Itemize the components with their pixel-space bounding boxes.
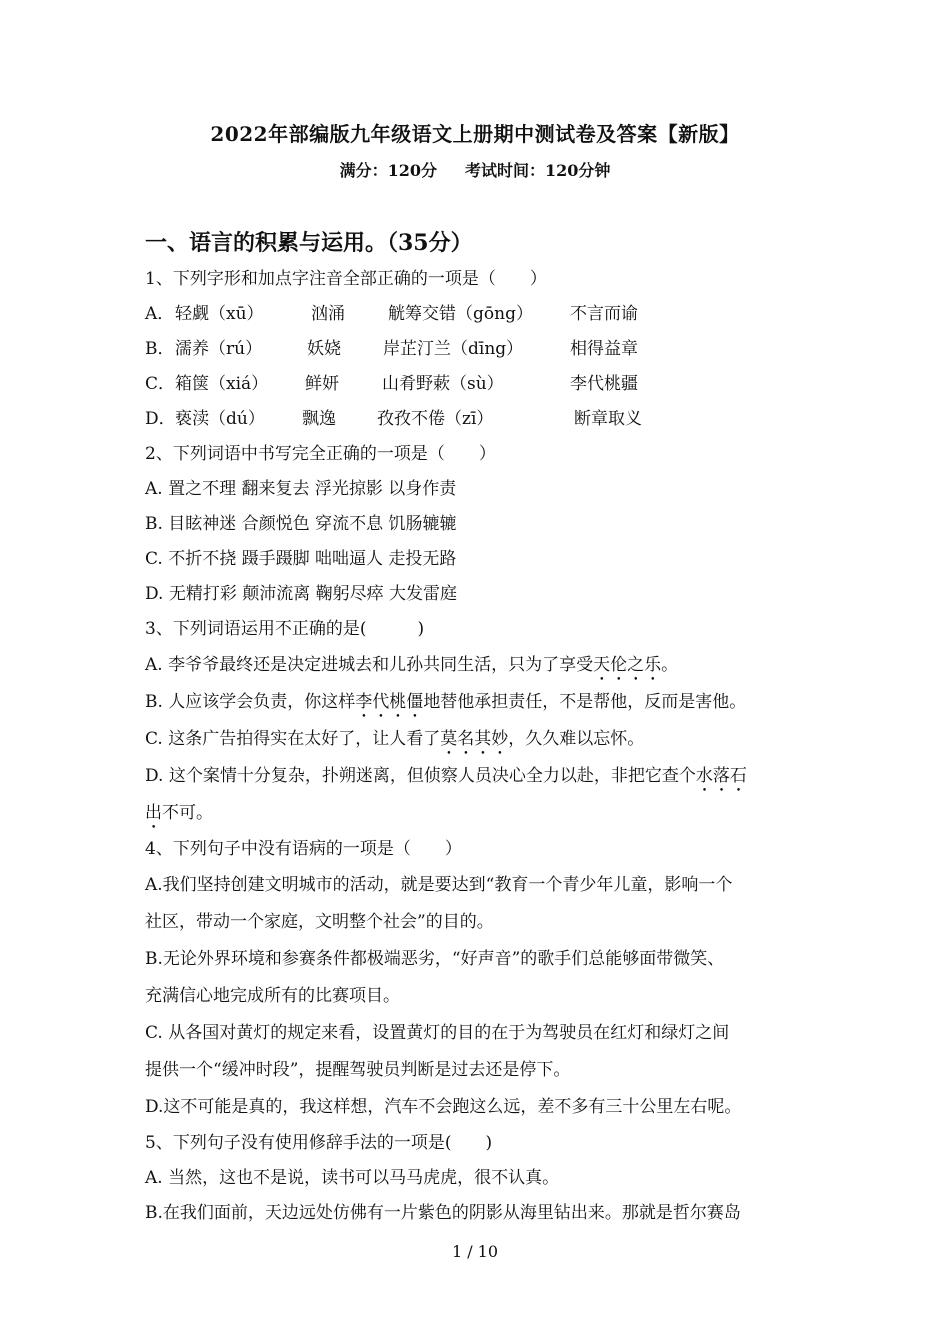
q1-option-d <box>145 402 815 437</box>
question-2-stem: 2、下列词语中书写完全正确的一项是（ ） <box>145 444 496 464</box>
option-word: 李代桃疆 <box>570 374 638 394</box>
q1-option-c <box>145 367 815 402</box>
option-word: 山肴野蔌（sù） <box>382 374 504 394</box>
q4-option-b-line1: B.无论外界环境和参赛条件都极端恶劣，“好声音”的歌手们总能够面带微笑、 <box>145 949 725 969</box>
section-heading: 一、语言的积累与运用。（35分） <box>145 230 473 256</box>
option-word: 轻觑（xū） <box>175 304 264 324</box>
option-text: B. 人应该学会负责，你这样 <box>145 692 356 712</box>
dotted-phrase: 水落石 <box>695 766 747 786</box>
q3-option-d-line2 <box>145 795 815 832</box>
exam-info <box>0 158 950 181</box>
option-word: 濡养（rú） <box>175 339 263 359</box>
option-word: 相得益章 <box>570 339 638 359</box>
option-word: 妖娆 <box>307 339 341 359</box>
dotted-phrase: 天伦之乐 <box>593 655 662 675</box>
q2-option-a: A. 置之不理 翻来复去 浮光掠影 以身作责 <box>145 479 457 499</box>
option-letter: D． <box>145 409 176 429</box>
q4-option-a-line2: 社区，带动一个家庭，文明整个社会”的目的。 <box>145 912 494 932</box>
q4-option-b-line2: 充满信心地完成所有的比赛项目。 <box>145 986 400 1006</box>
q2-option-c: C. 不折不挠 蹑手蹑脚 咄咄逼人 走投无路 <box>145 549 457 569</box>
dotted-phrase: 出 <box>145 803 162 823</box>
option-word: 汹涌 <box>311 304 345 324</box>
q4-option-a-line1: A.我们坚持创建文明城市的活动，就是要达到“教育一个青少年儿童，影响一个 <box>145 875 733 895</box>
q5-option-a: A. 当然，这也不是说，读书可以马马虎虎，很不认真。 <box>145 1168 560 1188</box>
option-letter: A． <box>145 304 175 324</box>
question-1-stem: 1、下列字形和加点字注音全部正确的一项是（ ） <box>145 269 547 289</box>
question-4-stem: 4、下列句子中没有语病的一项是（ ） <box>145 839 462 859</box>
question-5-stem: 5、下列句子没有使用修辞手法的一项是( ) <box>145 1133 493 1153</box>
option-text: 地替他承担责任，不是帮他，反而是害他。 <box>423 692 747 712</box>
q5-option-b-line1: B.在我们面前，天边远处仿佛有一片紫色的阴影从海里钻出来。那就是哲尔赛岛 <box>145 1203 741 1223</box>
option-letter: B． <box>145 339 175 359</box>
option-text: ，久久难以忘怀。 <box>508 729 645 749</box>
dotted-phrase: 莫名其妙 <box>440 729 509 749</box>
question-list <box>145 262 815 1231</box>
option-word: 亵渎（dú） <box>175 409 265 429</box>
q3-option-a <box>145 647 815 684</box>
q1-option-b <box>145 332 815 367</box>
option-word: 岸芷汀兰（dīng） <box>383 339 524 359</box>
option-text: D. 这个案情十分复杂，扑朔迷离，但侦察人员决心全力以赴，非把它查个 <box>145 766 696 786</box>
option-word: 箱箧（xiá） <box>175 374 269 394</box>
option-letter: C． <box>145 374 176 394</box>
q2-option-d: D. 无精打彩 颠沛流离 鞠躬尽瘁 大发雷庭 <box>145 584 458 604</box>
option-text: 。 <box>661 655 679 675</box>
q3-option-d-line1 <box>145 758 815 795</box>
q2-option-b: B. 目眩神迷 合颜悦色 穿流不息 饥肠辘辘 <box>145 514 457 534</box>
option-word: 断章取义 <box>574 409 642 429</box>
option-word: 飘逸 <box>302 409 336 429</box>
option-text: 不可。 <box>162 803 213 823</box>
dotted-phrase: 李代桃僵 <box>355 692 424 712</box>
option-text: A. 李爷爷最终还是决定进城去和儿孙共同生活，只为了享受 <box>145 655 594 675</box>
q3-option-c <box>145 721 815 758</box>
page-title: 2022年部编版九年级语文上册期中测试卷及答案【新版】 <box>210 122 740 146</box>
q3-option-b <box>145 684 815 721</box>
option-text: C. 这条广告拍得实在太好了，让人看了 <box>145 729 441 749</box>
page-number: 1 / 10 <box>451 1242 499 1261</box>
question-3-stem: 3、下列词语运用不正确的是( ) <box>145 619 425 639</box>
option-word: 孜孜不倦（zī） <box>377 409 494 429</box>
exam-time: 考试时间：120分钟 <box>465 161 611 180</box>
q1-option-a <box>145 297 815 332</box>
q4-option-c-line2: 提供一个“缓冲时段”，提醒驾驶员判断是过去还是停下。 <box>145 1060 571 1080</box>
full-score: 满分：120分 <box>339 161 437 180</box>
q4-option-d-line1: D.这不可能是真的，我这样想，汽车不会跑这么远，差不多有三十公里左右呢。 <box>145 1097 742 1117</box>
option-word: 鲜妍 <box>305 374 339 394</box>
option-word: 不言而谕 <box>570 304 638 324</box>
q4-option-c-line1: C. 从各国对黄灯的规定来看，设置黄灯的目的在于为驾驶员在红灯和绿灯之间 <box>145 1023 730 1043</box>
option-word: 觥筹交错（gōng） <box>388 304 533 324</box>
